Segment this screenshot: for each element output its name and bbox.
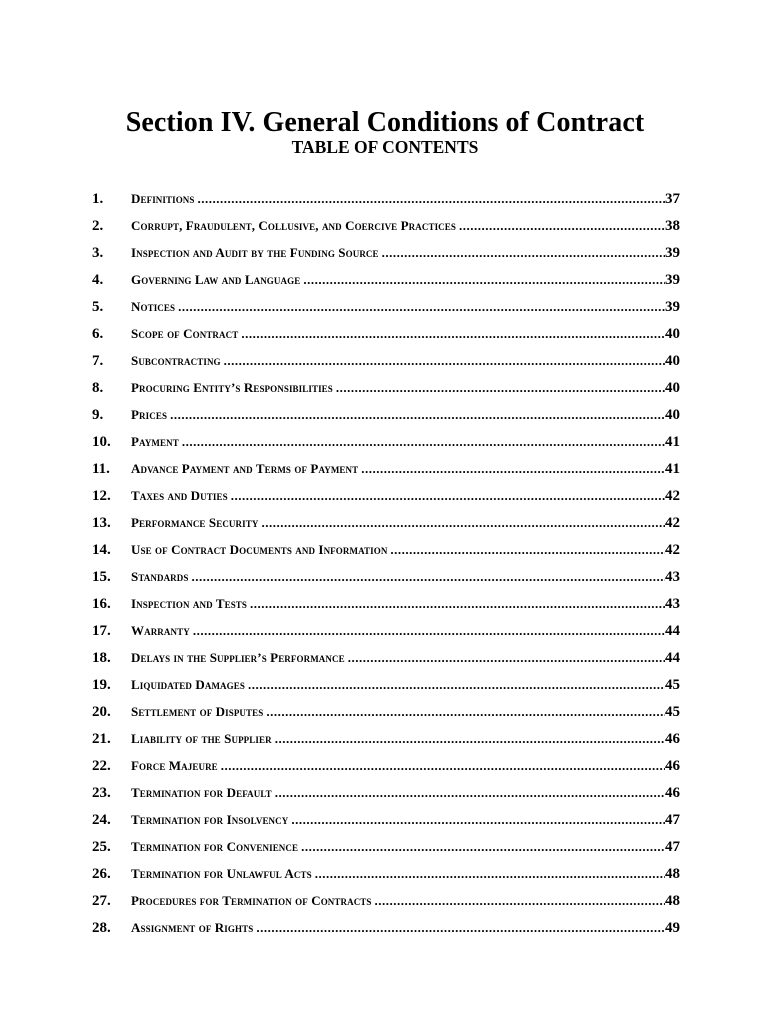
toc-entry-number: 19. bbox=[92, 677, 111, 693]
toc-entry-title[interactable]: Termination for Convenience bbox=[131, 839, 299, 854]
toc-entry[interactable] bbox=[92, 860, 680, 887]
toc-entry[interactable] bbox=[92, 671, 680, 698]
toc-leader-dots bbox=[188, 563, 665, 590]
toc-entry-number: 18. bbox=[92, 650, 111, 666]
toc-entry-number: 1. bbox=[92, 191, 104, 207]
toc-entry-number: 16. bbox=[92, 596, 111, 612]
toc-entry-page: 40 bbox=[665, 380, 680, 396]
toc-entry-title[interactable]: Warranty bbox=[131, 623, 190, 638]
toc-entry-number: 2. bbox=[92, 218, 104, 234]
toc-entry-page: 43 bbox=[665, 569, 680, 585]
toc-entry-title[interactable]: Termination for Unlawful Acts bbox=[131, 866, 312, 881]
toc-entry-number: 15. bbox=[92, 569, 111, 585]
toc-entry[interactable] bbox=[92, 401, 680, 428]
toc-entry-title[interactable]: Scope of Contract bbox=[131, 326, 239, 341]
toc-entry[interactable] bbox=[92, 266, 680, 293]
toc-entry[interactable] bbox=[92, 347, 680, 374]
toc-entry-title[interactable]: Subcontracting bbox=[131, 353, 221, 368]
toc-entry-number: 9. bbox=[92, 407, 104, 423]
toc-entry-title[interactable]: Definitions bbox=[131, 191, 195, 206]
toc-entry-page: 42 bbox=[665, 515, 680, 531]
toc-entry-title[interactable]: Performance Security bbox=[131, 515, 259, 530]
toc-leader-dots bbox=[333, 374, 665, 401]
toc-entry-page: 47 bbox=[665, 839, 680, 855]
toc-entry[interactable] bbox=[92, 698, 680, 725]
toc-entry-number: 6. bbox=[92, 326, 104, 342]
toc-entry-page: 42 bbox=[665, 488, 680, 504]
toc-entry[interactable] bbox=[92, 482, 680, 509]
toc-entry[interactable] bbox=[92, 617, 680, 644]
toc-entry-title[interactable]: Termination for Default bbox=[131, 785, 272, 800]
toc-entry-number: 12. bbox=[92, 488, 111, 504]
toc-entry[interactable] bbox=[92, 779, 680, 806]
toc-entry-page: 44 bbox=[665, 650, 680, 666]
toc-entry[interactable] bbox=[92, 428, 680, 455]
toc-entry-page: 43 bbox=[665, 596, 680, 612]
toc-entry-page: 41 bbox=[665, 461, 680, 477]
toc-entry[interactable] bbox=[92, 374, 680, 401]
toc-leader-dots bbox=[167, 401, 665, 428]
toc-leader-dots bbox=[312, 860, 665, 887]
toc-entry[interactable] bbox=[92, 455, 680, 482]
toc-leader-dots bbox=[179, 428, 665, 455]
toc-entry[interactable] bbox=[92, 239, 680, 266]
toc-entry-number: 4. bbox=[92, 272, 104, 288]
toc-entry-page: 46 bbox=[665, 785, 680, 801]
toc-entry[interactable] bbox=[92, 563, 680, 590]
toc-leader-dots bbox=[195, 185, 665, 212]
toc-leader-dots bbox=[190, 617, 665, 644]
toc-entry-page: 39 bbox=[665, 299, 680, 315]
toc-entry-title[interactable]: Notices bbox=[131, 299, 176, 314]
toc-leader-dots bbox=[288, 806, 665, 833]
toc-leader-dots bbox=[228, 482, 665, 509]
toc-entry-page: 39 bbox=[665, 245, 680, 261]
toc-entry-page: 45 bbox=[665, 704, 680, 720]
toc-leader-dots bbox=[253, 914, 665, 941]
toc-entry-title[interactable]: Procedures for Termination of Contracts bbox=[131, 893, 372, 908]
toc-entry-page: 37 bbox=[665, 191, 680, 207]
toc-entry[interactable] bbox=[92, 806, 680, 833]
toc-entry-number: 5. bbox=[92, 299, 104, 315]
toc-entry-page: 42 bbox=[665, 542, 680, 558]
toc-entry-page: 40 bbox=[665, 326, 680, 342]
toc-entry-title[interactable]: Delays in the Supplier’s Performance bbox=[131, 650, 345, 665]
toc-entry-title[interactable]: Procuring Entity’s Responsibilities bbox=[131, 380, 333, 395]
toc-entry[interactable] bbox=[92, 509, 680, 536]
table-of-contents bbox=[92, 185, 680, 941]
toc-leader-dots bbox=[298, 833, 665, 860]
toc-leader-dots bbox=[238, 320, 665, 347]
toc-entry-page: 48 bbox=[665, 893, 680, 909]
toc-leader-dots bbox=[263, 698, 665, 725]
toc-entry-page: 49 bbox=[665, 920, 680, 936]
toc-entry-title[interactable]: Liquidated Damages bbox=[131, 677, 245, 692]
toc-entry-number: 10. bbox=[92, 434, 111, 450]
toc-entry[interactable] bbox=[92, 212, 680, 239]
toc-leader-dots bbox=[379, 239, 665, 266]
toc-entry-number: 14. bbox=[92, 542, 111, 558]
toc-entry[interactable] bbox=[92, 590, 680, 617]
toc-leader-dots bbox=[218, 752, 665, 779]
toc-entry-number: 11. bbox=[92, 461, 110, 477]
toc-entry-title[interactable]: Advance Payment and Terms of Payment bbox=[131, 461, 359, 476]
toc-entry-title[interactable]: Governing Law and Language bbox=[131, 272, 301, 287]
toc-heading: TABLE OF CONTENTS bbox=[291, 137, 479, 157]
toc-leader-dots bbox=[247, 590, 665, 617]
toc-leader-dots bbox=[456, 212, 665, 239]
toc-entry-number: 13. bbox=[92, 515, 111, 531]
toc-entry-title[interactable]: Taxes and Duties bbox=[131, 488, 228, 503]
toc-entry-title[interactable]: Liability of the Supplier bbox=[131, 731, 272, 746]
toc-entry-title[interactable]: Use of Contract Documents and Information bbox=[131, 542, 388, 557]
toc-leader-dots bbox=[221, 347, 665, 374]
toc-entry[interactable] bbox=[92, 320, 680, 347]
toc-entry-title[interactable]: Corrupt, Fraudulent, Collusive, and Coercive Practices bbox=[131, 218, 456, 233]
toc-entry[interactable] bbox=[92, 644, 680, 671]
toc-entry-page: 45 bbox=[665, 677, 680, 693]
toc-leader-dots bbox=[387, 536, 665, 563]
toc-entry-title[interactable]: Inspection and Tests bbox=[131, 596, 248, 611]
toc-entry[interactable] bbox=[92, 887, 680, 914]
toc-leader-dots bbox=[358, 455, 665, 482]
toc-entry-number: 21. bbox=[92, 731, 111, 747]
toc-leader-dots bbox=[300, 266, 665, 293]
toc-entry-title[interactable]: Assignment of Rights bbox=[131, 920, 254, 935]
toc-entry-number: 25. bbox=[92, 839, 111, 855]
toc-entry[interactable] bbox=[92, 833, 680, 860]
toc-entry-number: 17. bbox=[92, 623, 111, 639]
toc-entry-number: 27. bbox=[92, 893, 111, 909]
toc-leader-dots bbox=[272, 725, 665, 752]
toc-entry[interactable] bbox=[92, 752, 680, 779]
toc-entry-title[interactable]: Settlement of Disputes bbox=[131, 704, 264, 719]
toc-leader-dots bbox=[372, 887, 665, 914]
toc-entry-number: 8. bbox=[92, 380, 104, 396]
toc-entry-title[interactable]: Inspection and Audit by the Funding Source bbox=[131, 245, 379, 260]
toc-entry-title[interactable]: Standards bbox=[131, 569, 189, 584]
toc-entry-page: 40 bbox=[665, 407, 680, 423]
toc-entry-number: 23. bbox=[92, 785, 111, 801]
toc-leader-dots bbox=[175, 293, 665, 320]
toc-entry-page: 44 bbox=[665, 623, 680, 639]
toc-entry-title[interactable]: Force Majeure bbox=[131, 758, 218, 773]
toc-entry[interactable] bbox=[92, 185, 680, 212]
toc-entry-page: 41 bbox=[665, 434, 680, 450]
toc-entry-number: 7. bbox=[92, 353, 104, 369]
toc-entry-page: 46 bbox=[665, 731, 680, 747]
toc-leader-dots bbox=[245, 671, 665, 698]
toc-leader-dots bbox=[258, 509, 665, 536]
toc-entry-page: 47 bbox=[665, 812, 680, 828]
toc-leader-dots bbox=[345, 644, 665, 671]
toc-entry[interactable] bbox=[92, 293, 680, 320]
toc-entry-page: 46 bbox=[665, 758, 680, 774]
toc-entry-page: 38 bbox=[665, 218, 680, 234]
toc-leader-dots bbox=[272, 779, 665, 806]
toc-entry[interactable] bbox=[92, 914, 680, 941]
toc-entry-number: 26. bbox=[92, 866, 111, 882]
toc-entry-title[interactable]: Termination for Insolvency bbox=[131, 812, 289, 827]
toc-entry-number: 22. bbox=[92, 758, 111, 774]
toc-entry-title[interactable]: Prices bbox=[131, 407, 168, 422]
toc-entry-page: 39 bbox=[665, 272, 680, 288]
toc-entry-number: 28. bbox=[92, 920, 111, 936]
toc-entry-page: 48 bbox=[665, 866, 680, 882]
toc-entry-title[interactable]: Payment bbox=[131, 434, 179, 449]
toc-entry-number: 20. bbox=[92, 704, 111, 720]
page-title: Section IV. General Conditions of Contract bbox=[125, 106, 645, 138]
toc-entry-number: 24. bbox=[92, 812, 111, 828]
toc-entry-number: 3. bbox=[92, 245, 104, 261]
toc-entry[interactable] bbox=[92, 536, 680, 563]
toc-entry-page: 40 bbox=[665, 353, 680, 369]
toc-entry[interactable] bbox=[92, 725, 680, 752]
